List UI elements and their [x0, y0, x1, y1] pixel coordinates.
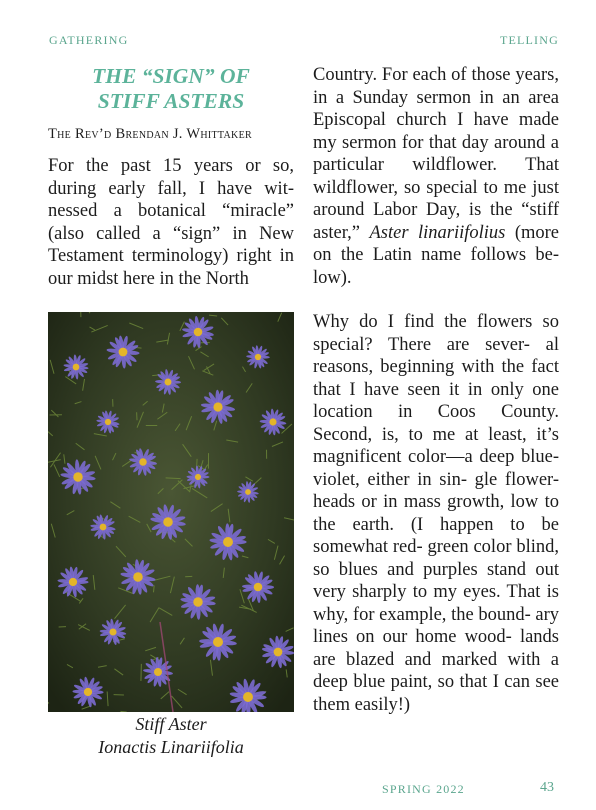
left-paragraph: For the past 15 years or so, during early fall, I have wit- nessed a botanical “miracle” (also called a “sign” in New Testament terminology) right in our midst here in the North	[48, 156, 294, 289]
aster-photo-image	[48, 312, 294, 712]
right-column	[313, 64, 559, 716]
title-line-2: STIFF ASTERS	[97, 89, 245, 113]
species-name: Aster linariifolius	[369, 222, 506, 243]
caption-latin-name: Ionactis Linariifolia	[98, 737, 244, 757]
byline: The Rev’d Brendan J. Whittaker	[48, 126, 252, 142]
page-number: 43	[540, 780, 554, 795]
section-label-left: GATHERING	[49, 33, 129, 47]
section-label-right: TELLING	[499, 33, 559, 47]
right-paragraph-2: Why do I find the flowers so special? There are sever- al reasons, beginning with the fact that I have seen it in only one location in Coos County. Second, is, to me at least, it’s magnificent color—a deep blue-violet, either in sin- gle flower-heads or in mass growth, low to the earth. (I happen to be somewhat red- green color blind, so blues and purples stand out very sharply to my eyes. That is why, for example, the bound- ary lines on our home wood- lands are blazed and marked with a deep blue paint, so that I can see them easily!)	[313, 312, 559, 715]
aster-photo	[48, 312, 294, 712]
left-column	[48, 64, 294, 290]
title-line-1: THE “SIGN” OF	[92, 64, 250, 88]
caption-common-name: Stiff Aster	[135, 714, 207, 734]
photo-caption	[48, 713, 294, 759]
issue-label: SPRING 2022	[382, 782, 465, 796]
right-paragraph-1	[313, 64, 559, 289]
article-title	[48, 64, 294, 114]
right-paragraph-1-text-a: Country. For each of those years, in a Sunday sermon in an area Episcopal church I have made my sermon for that day around a particular wildflower. That wildflower, so special to me just around Labor Day, is the “stiff aster,”	[313, 65, 559, 243]
right-paragraph-1-text-b: (more on the Latin name follows be- low).	[313, 222, 560, 288]
